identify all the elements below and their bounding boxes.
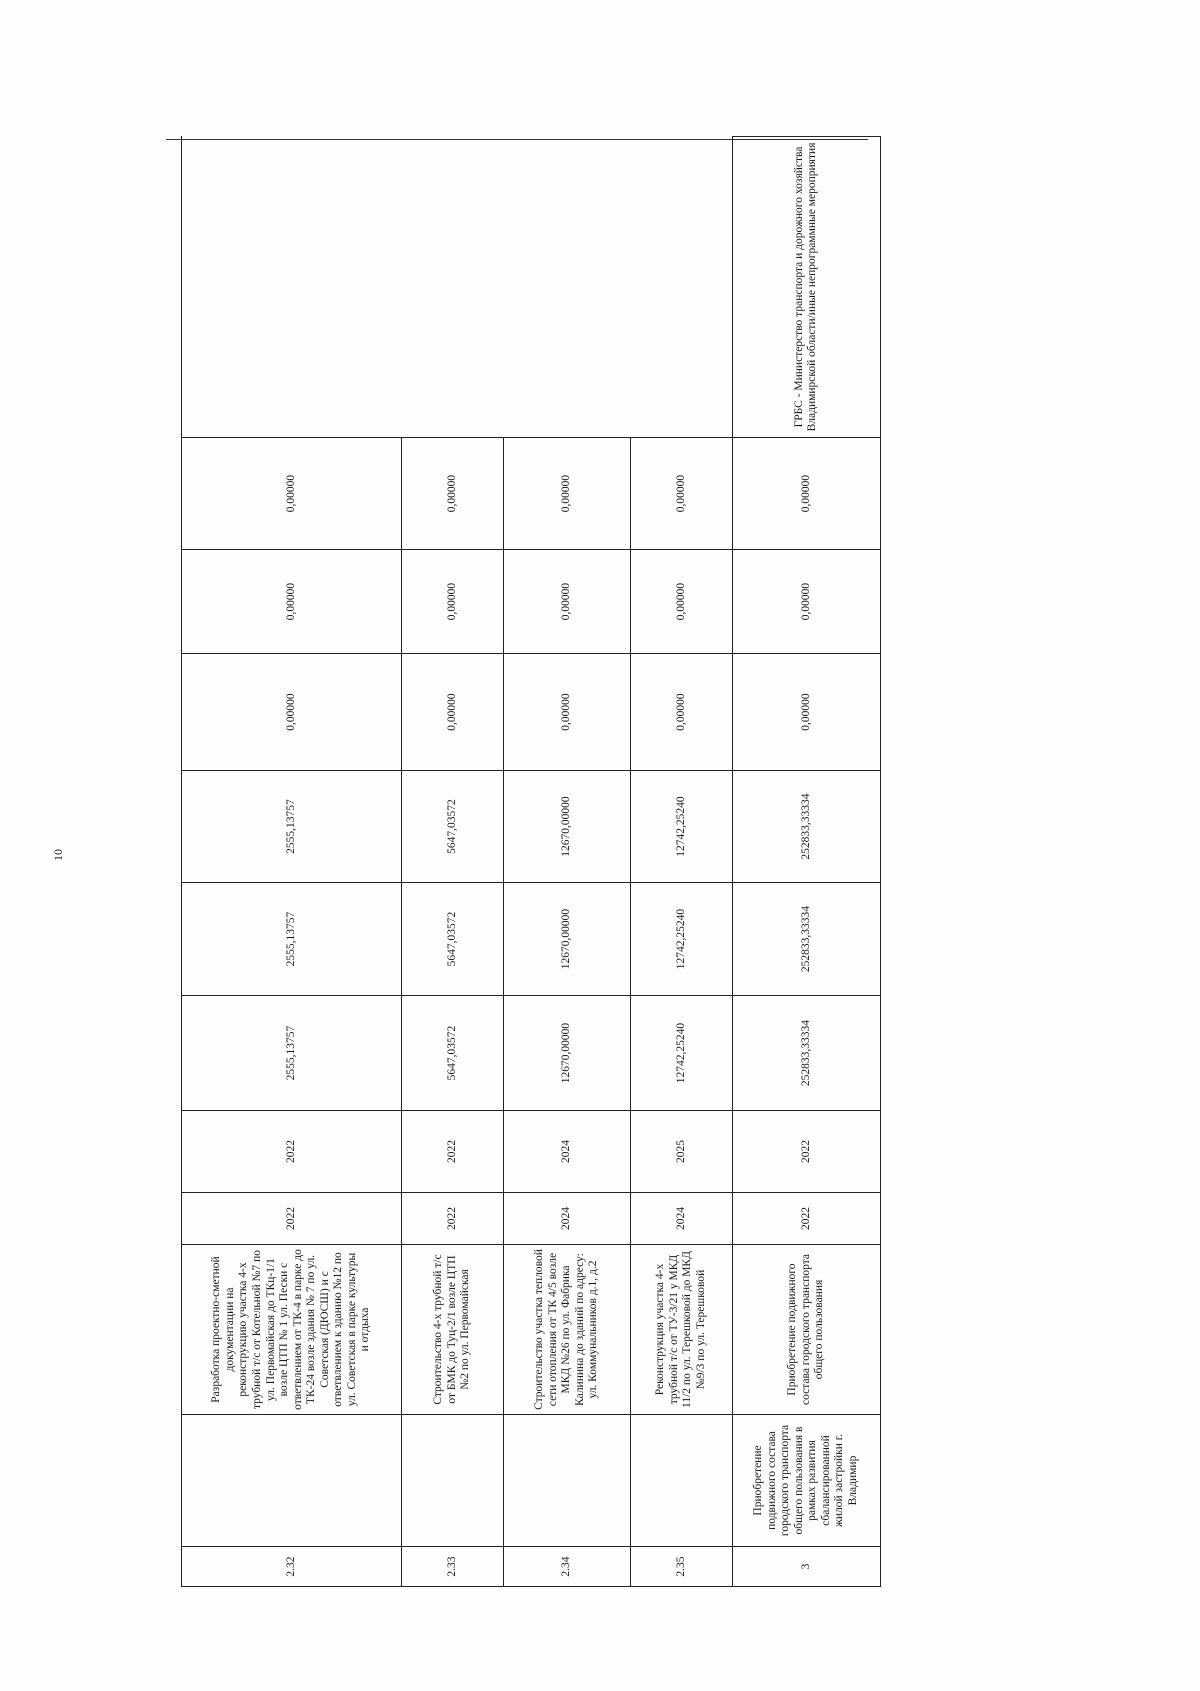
- event-description: Строительство 4-х трубной т/с от БМК до Туц-2/1 возле ЦТП №2 по ул. Первомайская: [402, 1245, 504, 1415]
- value-3: 12670,00000: [503, 771, 630, 883]
- value-3: 252833,33334: [732, 771, 880, 883]
- year-start: 2024: [503, 1193, 630, 1245]
- value-5: 0,00000: [631, 550, 733, 654]
- year-end: 2024: [503, 1111, 630, 1193]
- program-cell: [503, 1415, 630, 1547]
- event-description: Приобретение подвижного состава городского транспорта общего пользования: [732, 1245, 880, 1415]
- value-2: 252833,33334: [732, 883, 880, 996]
- year-end: 2022: [732, 1111, 880, 1193]
- value-2: 12670,00000: [503, 883, 630, 996]
- value-5: 0,00000: [402, 550, 504, 654]
- table-row: [182, 137, 402, 1587]
- value-6: 0,00000: [631, 438, 733, 550]
- table-row: [732, 137, 880, 1587]
- value-2: 2555,13757: [182, 883, 402, 996]
- page-number: 10: [51, 849, 65, 861]
- year-end: 2022: [182, 1111, 402, 1193]
- event-description: Разработка проектно-сметной документации на реконструкцию участка 4-х трубной т/с от Котельной №7 по ул. Первомайская до ТКц-1/1 возле ЦТП № 1 ул. Пески с ответвлением от ТК-4 в парке до ТК-24 возле здания № 7 по ул. Советская (ДЮСШ) и с ответвлением к зданию №12 по ул. Советская в парке культуры и отдыха: [182, 1245, 402, 1415]
- year-start: 2022: [182, 1193, 402, 1245]
- row-number: 2.34: [503, 1547, 630, 1587]
- value-6: 0,00000: [732, 438, 880, 550]
- value-total: 252833,33334: [732, 996, 880, 1111]
- program-cell: [182, 1415, 402, 1547]
- value-total: 5647,03572: [402, 996, 504, 1111]
- value-5: 0,00000: [503, 550, 630, 654]
- row-number: 2.35: [631, 1547, 733, 1587]
- rotated-table-wrapper: [181, 137, 881, 1587]
- value-6: 0,00000: [182, 438, 402, 550]
- value-total: 2555,13757: [182, 996, 402, 1111]
- grbs-empty: [182, 137, 733, 438]
- year-start: 2022: [732, 1193, 880, 1245]
- value-4: 0,00000: [732, 654, 880, 771]
- program-cell: [402, 1415, 504, 1547]
- grbs-cell: ГРБС - Министерство транспорта и дорожного хозяйства Владимирской области/иные непрограммные мероприятия: [732, 137, 880, 438]
- value-5: 0,00000: [182, 550, 402, 654]
- program-cell: Приобретение подвижного состава городского транспорта общего пользования в рамках развития сбалансированной жилой застройки г. Владимир: [732, 1415, 880, 1547]
- value-3: 2555,13757: [182, 771, 402, 883]
- value-3: 5647,03572: [402, 771, 504, 883]
- value-6: 0,00000: [503, 438, 630, 550]
- row-number: 2.33: [402, 1547, 504, 1587]
- value-4: 0,00000: [503, 654, 630, 771]
- value-2: 5647,03572: [402, 883, 504, 996]
- row-number: 3: [732, 1547, 880, 1587]
- value-2: 12742,25240: [631, 883, 733, 996]
- value-3: 12742,25240: [631, 771, 733, 883]
- year-start: 2024: [631, 1193, 733, 1245]
- value-6: 0,00000: [402, 438, 504, 550]
- year-end: 2022: [402, 1111, 504, 1193]
- value-4: 0,00000: [402, 654, 504, 771]
- value-total: 12670,00000: [503, 996, 630, 1111]
- budget-table: [181, 136, 881, 1587]
- row-number: 2.32: [182, 1547, 402, 1587]
- event-description: Реконструкция участка 4-х трубной т/с от ТУ-3/21 у МКД 11/2 по ул. Терешковой до МКД №9/3 по ул. Терешковой: [631, 1245, 733, 1415]
- event-description: Строительство участка тепловой сети отопления от ТК 4/5 возле МКД №26 по ул. Фабрика Калинина до зданий по адресу: ул. Коммунальников д.1, д.2: [503, 1245, 630, 1415]
- program-cell: [631, 1415, 733, 1547]
- year-start: 2022: [402, 1193, 504, 1245]
- value-total: 12742,25240: [631, 996, 733, 1111]
- value-4: 0,00000: [182, 654, 402, 771]
- value-5: 0,00000: [732, 550, 880, 654]
- year-end: 2025: [631, 1111, 733, 1193]
- value-4: 0,00000: [631, 654, 733, 771]
